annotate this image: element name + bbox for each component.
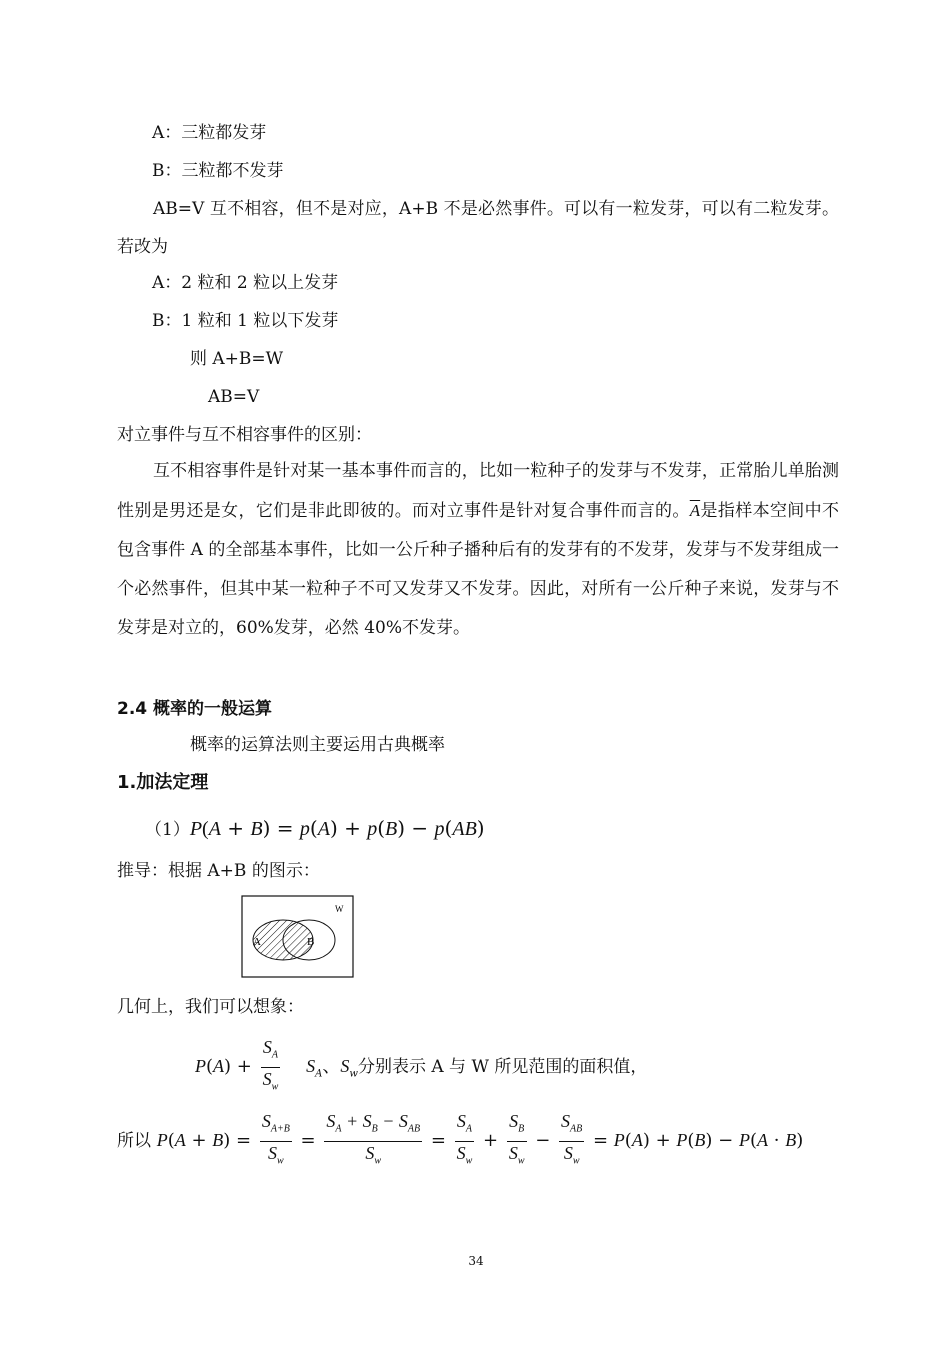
venn-label-w: W <box>335 904 344 914</box>
area-description: 分别表示 A 与 W 所见范围的面积值， <box>357 1057 648 1078</box>
para-main-text: 互不相容事件是针对某一基本事件而言的，比如一粒种子的发芽与不发芽，正常胎儿单胎测性别是男还是女，它们是非此即彼的。而对立事件是针对复合事件而言的。 <box>117 461 839 521</box>
derivation-formula: 所以 P(A + B) = $\frac{S_{A+B}}{S_w}$ = $\frac{S_A + S_B - S_{AB}}{S_w}$ = $\frac{S_A}{S_w}$ + $\frac{S_B}{S_w}$ − $\frac{S_{AB}}{S_w}$ = P(A) + P(B) − P(A · B) <box>117 1111 804 1167</box>
line-intersection-v: AB=V <box>208 387 260 407</box>
addition-formula: （1）P(A + B) = p(A) + p(B) − p(AB) <box>145 816 485 840</box>
a-complement: $\overline{A}$ <box>689 501 701 520</box>
line-difference-title: 对立事件与互不相容事件的区别： <box>117 425 372 445</box>
line-a-all-germinate: A：三粒都发芽 <box>152 123 267 143</box>
probability-area-formula: P(A) + $\frac{S_A}{S_w}$ $S_A$、$S_w$分别表示 A 与 W 所见范围的面积值， <box>195 1037 648 1093</box>
line-b-one-or-less: B：1 粒和 1 粒以下发芽 <box>152 311 339 331</box>
venn-diagram <box>241 895 355 979</box>
section-intro: 概率的运算法则主要运用古典概率 <box>190 735 445 755</box>
venn-label-b: B <box>307 936 315 948</box>
paragraph-difference <box>117 452 839 648</box>
page-number: 34 <box>468 1254 484 1268</box>
line-union-w: 则 A+B=W <box>190 349 284 369</box>
paragraph-mutually-exclusive: AB=V 互不相容，但不是对应，A+B 不是必然事件。可以有一粒发芽，可以有二粒发芽。若改为 <box>117 199 839 257</box>
line-a-two-or-more: A：2 粒和 2 粒以上发芽 <box>152 273 339 293</box>
subsection-heading: 1.加法定理 <box>117 772 209 793</box>
derivation-line: 推导：根据 A+B 的图示： <box>117 861 320 881</box>
para-rest-text: 是指样本空间中不包含事件 A 的全部基本事件，比如一公斤种子播种后有的发芽有的不发芽，发芽与不发芽组成一个必然事件，但其中某一粒种子不可又发芽又不发芽。因此，对所有一公斤种子来说，发芽与不发芽是对立的，60%发芽，必然 40%不发芽。 <box>117 501 840 638</box>
venn-label-a: A <box>253 936 261 948</box>
section-heading: 2.4 概率的一般运算 <box>117 699 273 719</box>
geometry-line: 几何上，我们可以想象： <box>117 997 304 1017</box>
line-b-none-germinate: B：三粒都不发芽 <box>152 161 284 181</box>
